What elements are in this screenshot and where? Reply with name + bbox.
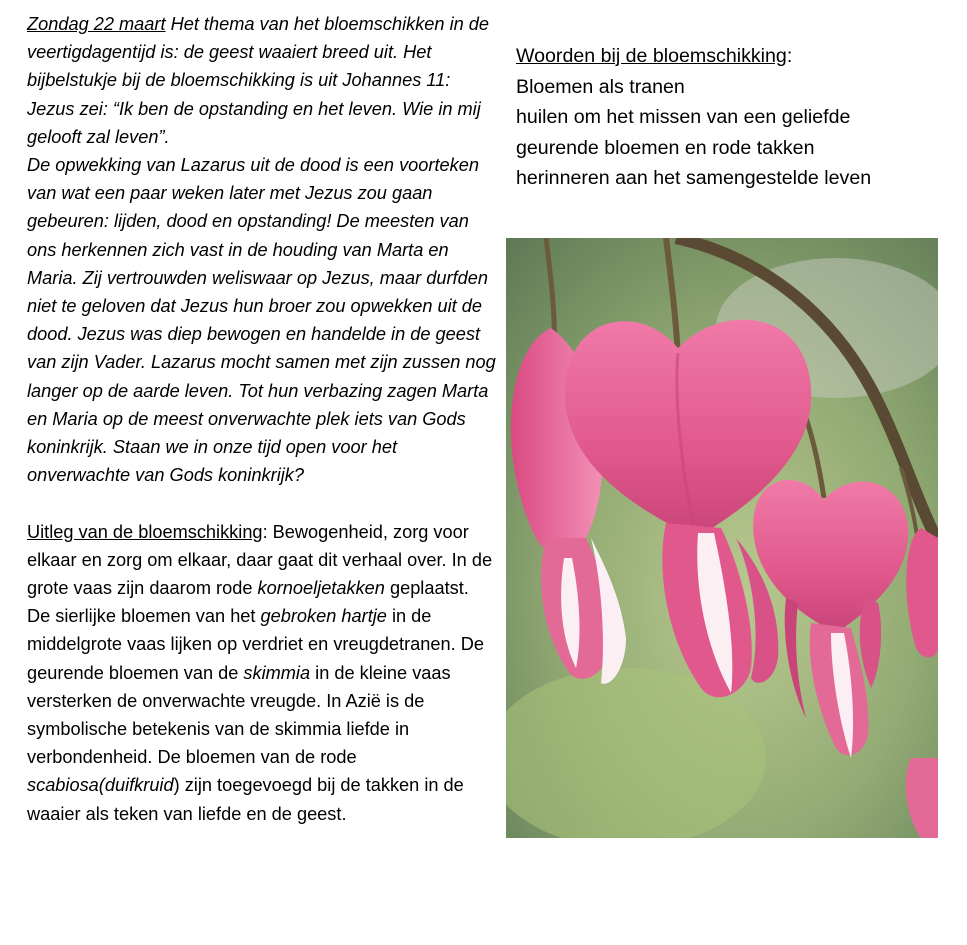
uitleg-paragraph [27, 518, 497, 828]
poem-heading-line [516, 41, 956, 72]
uitleg-term-kornoelje: kornoeljetakken [257, 578, 385, 599]
paragraph-spacer [27, 489, 497, 517]
poem-line-4: herinneren aan het samengestelde leven [516, 167, 872, 189]
poem-line-1: Bloemen als tranen [516, 75, 685, 98]
uitleg-text-4: in de kleine vaas versterken de onverwachte vreugde. In Azië is de symbolische betekenis van de skimmia liefde in verbondenheid. De bloemen van de rode [27, 662, 451, 768]
uitleg-text-1: : Bewogenheid, zorg voor elkaar en zorg om elkaar, daar gaat dit verhaal over. In de grote vaas zijn daarom rode [27, 521, 493, 599]
uitleg-text-3: in de middelgrote vaas lijken op verdriet en vreugdetranen. De geurende bloemen van de [27, 606, 484, 683]
left-column [27, 10, 497, 828]
poem-heading-colon: : [786, 45, 793, 67]
lazarus-paragraph: De opwekking van Lazarus uit de dood is een voorteken van wat een paar weken later met Jezus zou gaan gebeuren: lijden, dood en opstanding! De meesten van ons herkennen zich vast in de houding van Marta en Maria. Zij vertrouwden weliswaar op Jezus, maar durfden niet te geloven dat Jezus hun broer zou opwekken uit de dood. Jezus was diep bewogen en handelde in de geest van zijn Vader. Lazarus mocht samen met zijn zussen nog langer op de aarde leven. Tot hun verbazing zagen Marta en Maria op de meest onverwachte plek iets van Gods koninkrijk. Staan we in onze tijd open voor het onverwachte van Gods koninkrijk? [27, 155, 496, 486]
bleeding-heart-illustration [506, 238, 938, 838]
intro-paragraph [27, 10, 497, 151]
poem-line-3: geurende bloemen en rode takken [516, 136, 815, 159]
uitleg-term-skimmia: skimmia [243, 662, 311, 683]
bleeding-heart-photo [506, 238, 938, 838]
poem-line-2: huilen om het missen van een geliefde [516, 106, 851, 128]
uitleg-heading: Uitleg van de bloemschikking [27, 521, 263, 542]
uitleg-term-scabiosa: scabiosa(duifkruid [27, 775, 174, 796]
intro-text: Het thema van het bloemschikken in de veertigdagentijd is: de geest waaiert breed uit. Het bijbelstukje bij de bloemschikking is uit Johannes 11: Jezus zei: “Ik ben de opstanding en het leven. Wie in mij gelooft zal leven”. [27, 14, 490, 147]
poem-heading: Woorden bij de bloemschikking [516, 45, 787, 67]
uitleg-text-2: geplaatst. De sierlijke bloemen van het [27, 578, 469, 627]
uitleg-term-gebroken-hartje: gebroken hartje [260, 606, 387, 627]
date-heading: Zondag 22 maart [27, 14, 166, 34]
poem-block [516, 41, 956, 194]
uitleg-text-5: ) zijn toegevoegd bij de takken in de waaier als teken van liefde en de geest. [27, 775, 464, 824]
